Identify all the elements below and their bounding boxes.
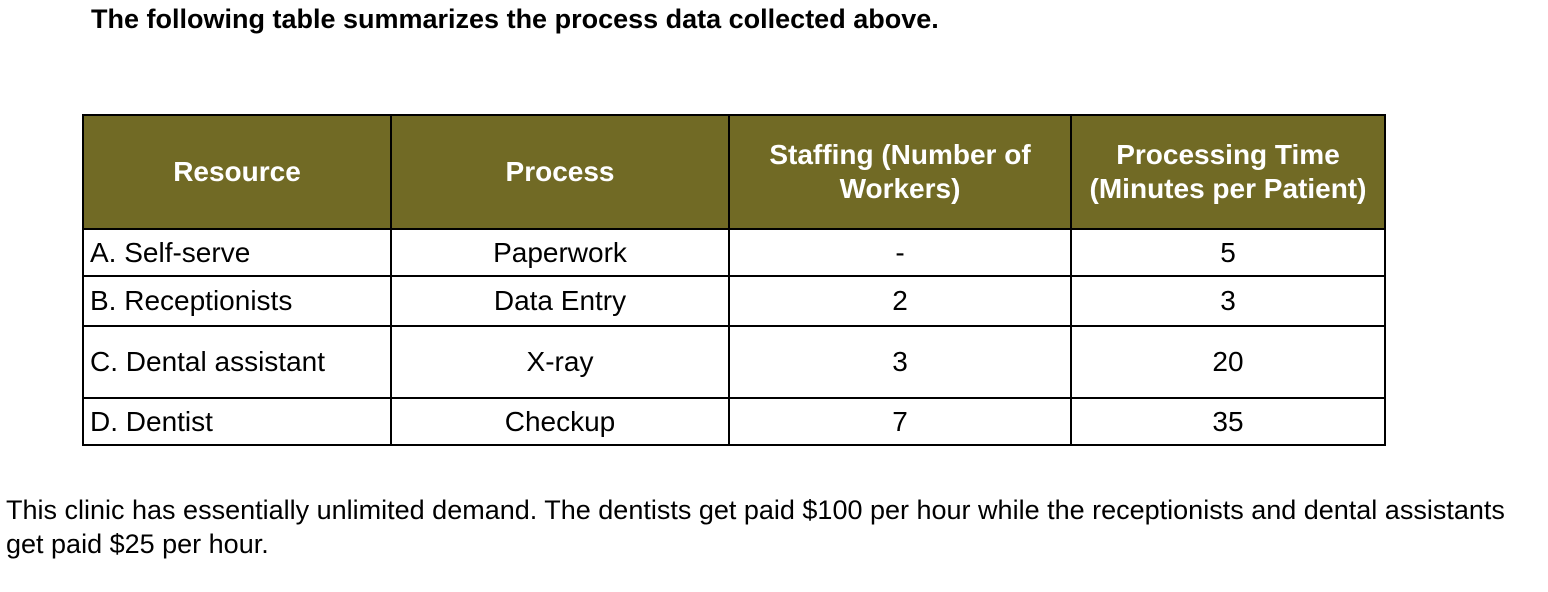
table-row [83,398,1385,445]
cell-processing-time: 35 [1071,398,1385,445]
intro-text: The following table summarizes the process data collected above. [91,4,939,34]
cell-resource: C. Dental assistant [83,326,391,398]
cell-processing-time: 20 [1071,326,1385,398]
cell-processing-time: 3 [1071,276,1385,326]
cell-process: Paperwork [391,229,729,276]
cell-processing-time: 5 [1071,229,1385,276]
cell-staffing: 3 [729,326,1071,398]
cell-staffing: - [729,229,1071,276]
cell-staffing: 7 [729,398,1071,445]
cell-staffing: 2 [729,276,1071,326]
cell-process: X-ray [391,326,729,398]
table-row [83,229,1385,276]
cell-resource: A. Self-serve [83,229,391,276]
header-process: Process [391,115,729,229]
header-processing-time: Processing Time (Minutes per Patient) [1071,115,1385,229]
table-row [83,326,1385,398]
outro-text: This clinic has essentially unlimited demand. The dentists get paid $100 per hour while the receptionists and dental assistants get paid $25 per hour. [6,495,1505,559]
header-resource: Resource [83,115,391,229]
cell-resource: B. Receptionists [83,276,391,326]
cell-process: Data Entry [391,276,729,326]
header-staffing: Staffing (Number of Workers) [729,115,1071,229]
process-data-table [82,114,1386,446]
table-header-row [83,115,1385,229]
cell-resource: D. Dentist [83,398,391,445]
cell-process: Checkup [391,398,729,445]
table-row [83,276,1385,326]
